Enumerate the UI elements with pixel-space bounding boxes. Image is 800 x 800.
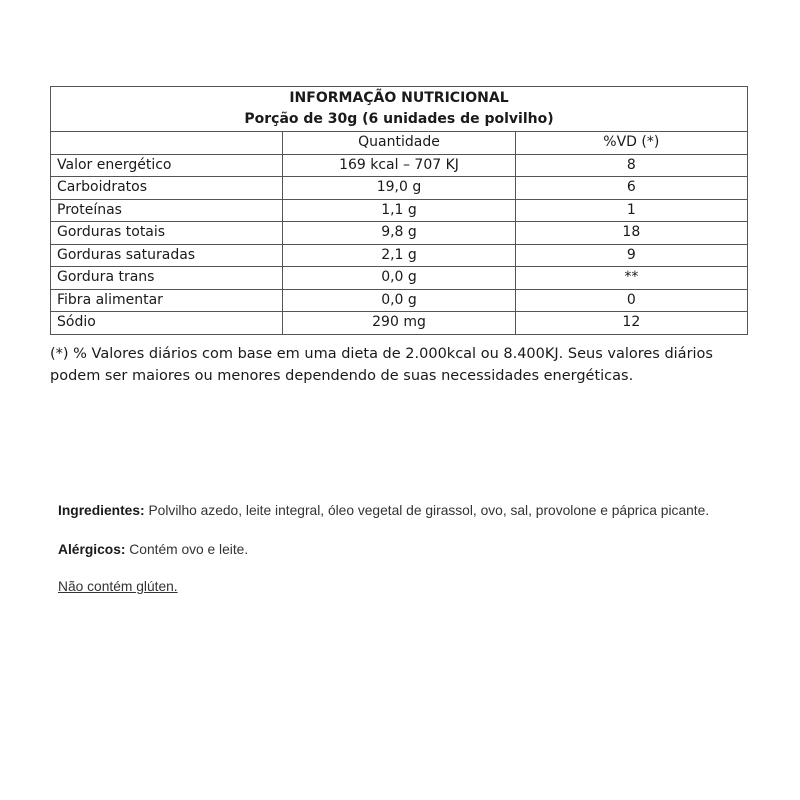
ingredients-line [58,503,709,518]
row-nutrient: Sódio [51,312,283,335]
table-row [51,222,748,245]
row-vd: 1 [515,199,747,222]
row-nutrient: Carboidratos [51,177,283,200]
row-vd: 0 [515,289,747,312]
row-quantity: 0,0 g [283,289,515,312]
table-title-cell [51,87,748,132]
row-nutrient: Gorduras totais [51,222,283,245]
allergens-label: Alérgicos: [58,542,126,557]
row-nutrient: Proteínas [51,199,283,222]
row-quantity: 9,8 g [283,222,515,245]
row-quantity: 2,1 g [283,244,515,267]
row-vd: 6 [515,177,747,200]
table-row [51,312,748,335]
table-header-row [51,132,748,155]
allergens-text: Contém ovo e leite. [125,542,249,557]
header-vd: %VD (*) [515,132,747,155]
row-quantity: 169 kcal – 707 KJ [283,154,515,177]
row-vd: 8 [515,154,747,177]
row-quantity: 0,0 g [283,267,515,290]
table-row [51,244,748,267]
gluten-notice: Não contém glúten. [58,579,178,594]
row-nutrient: Gordura trans [51,267,283,290]
row-quantity: 290 mg [283,312,515,335]
row-vd: 18 [515,222,747,245]
row-nutrient: Valor energético [51,154,283,177]
table-title-row [51,87,748,132]
table-title: INFORMAÇÃO NUTRICIONAL [289,90,509,106]
table-row [51,289,748,312]
allergens-line [58,542,248,557]
row-vd: 9 [515,244,747,267]
nutrition-facts-table [50,86,748,335]
ingredients-text: Polvilho azedo, leite integral, óleo vegetal de girassol, ovo, sal, provolone e páprica picante. [144,503,710,518]
header-nutrient [51,132,283,155]
table-row [51,177,748,200]
row-nutrient: Gorduras saturadas [51,244,283,267]
row-nutrient: Fibra alimentar [51,289,283,312]
table-row [51,154,748,177]
table-row [51,199,748,222]
row-vd: ** [515,267,747,290]
table-row [51,267,748,290]
ingredients-label: Ingredientes: [58,503,145,518]
row-quantity: 19,0 g [283,177,515,200]
table-footnote: (*) % Valores diários com base em uma dieta de 2.000kcal ou 8.400KJ. Seus valores diários podem ser maiores ou menores dependendo de suas necessidades energéticas. [50,346,713,384]
header-quantity: Quantidade [283,132,515,155]
table-portion: Porção de 30g (6 unidades de polvilho) [244,111,554,127]
row-vd: 12 [515,312,747,335]
row-quantity: 1,1 g [283,199,515,222]
